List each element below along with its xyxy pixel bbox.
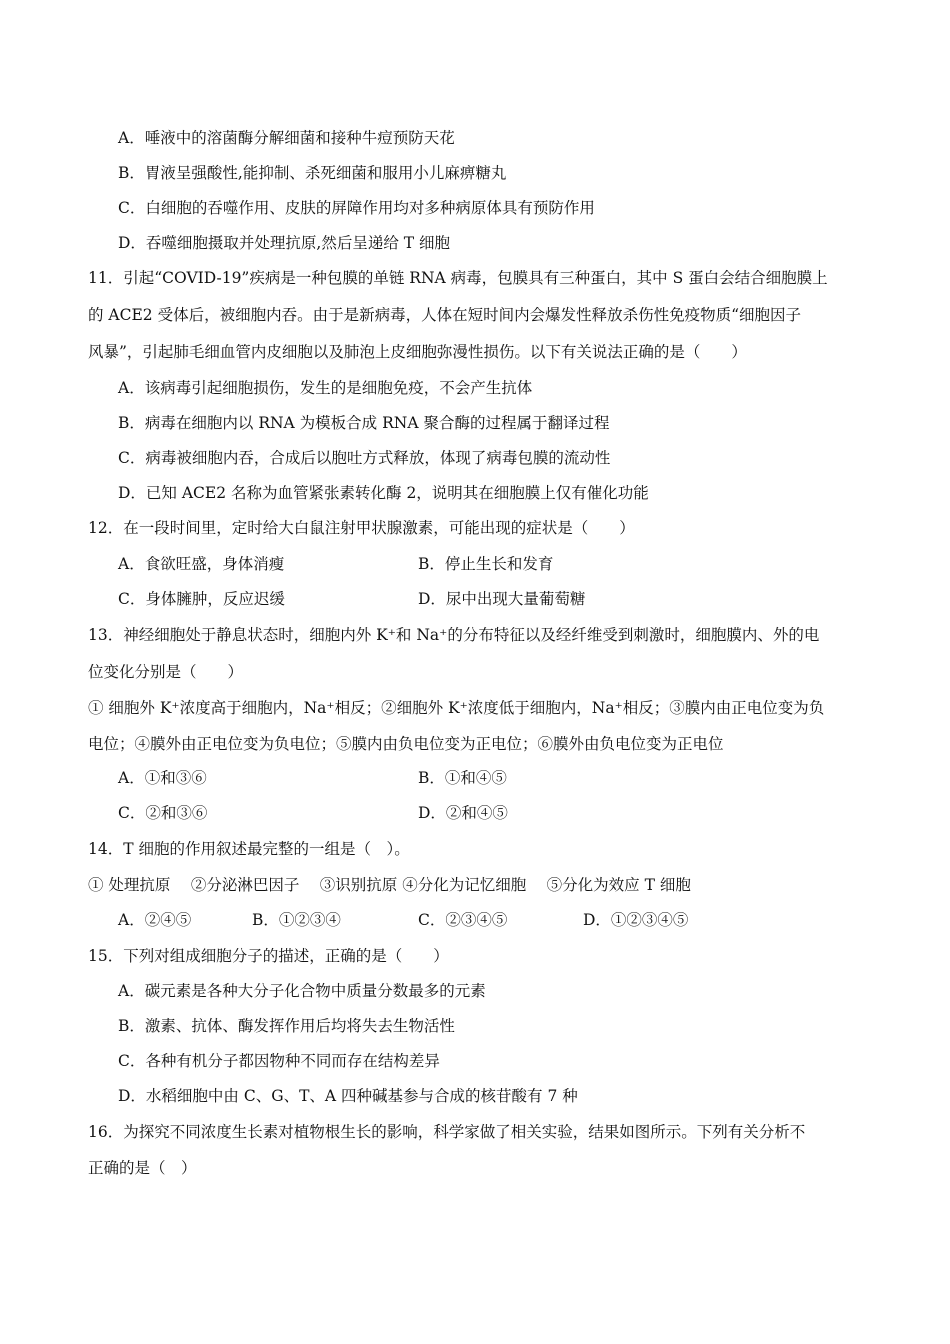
q10-option-a: A．唾液中的溶菌酶分解细菌和接种牛痘预防天花: [118, 129, 455, 147]
q13-stem-line-2: 位变化分别是（ ）: [88, 663, 244, 681]
q16-stem-line-1: 16．为探究不同浓度生长素对植物根生长的影响，科学家做了相关实验，结果如图所示。下列有关分析不: [88, 1123, 806, 1141]
q13-statements-line-1: ① 细胞外 K⁺浓度高于细胞内，Na⁺相反；②细胞外 K⁺浓度低于细胞内，Na⁺相反；③膜内由正电位变为负: [88, 699, 825, 717]
q11-stem-line-2: 的 ACE2 受体后，被细胞内吞。由于是新病毒，人体在短时间内会爆发性释放杀伤性免疫物质“细胞因子: [88, 306, 802, 324]
q13-option-c: C．②和③⑥: [118, 804, 208, 822]
q12-option-a: A．食欲旺盛，身体消瘦: [118, 555, 285, 573]
q16-stem-line-2: 正确的是（ ）: [88, 1159, 197, 1177]
q13-option-b: B．①和④⑤: [418, 769, 507, 787]
q12-option-c: C．身体臃肿，反应迟缓: [118, 590, 285, 608]
q11-option-d: D．已知 ACE2 名称为血管紧张素转化酶 2，说明其在细胞膜上仅有催化功能: [118, 484, 649, 502]
q14-option-b: B．①②③④: [252, 911, 341, 929]
q12-option-d: D．尿中出现大量葡萄糖: [418, 590, 586, 608]
q11-stem-line-1: 11．引起“COVID-19”疾病是一种包膜的单链 RNA 病毒，包膜具有三种蛋白，其中 S 蛋白会结合细胞膜上: [88, 269, 828, 287]
q14-statements: ① 处理抗原 ②分泌淋巴因子 ③识别抗原 ④分化为记忆细胞 ⑤分化为效应 T 细胞: [88, 876, 691, 894]
q11-option-b: B．病毒在细胞内以 RNA 为模板合成 RNA 聚合酶的过程属于翻译过程: [118, 414, 610, 432]
q15-option-c: C．各种有机分子都因物种不同而存在结构差异: [118, 1052, 440, 1070]
q14-option-a: A．②④⑤: [118, 911, 192, 929]
q11-option-a: A．该病毒引起细胞损伤，发生的是细胞免疫，不会产生抗体: [118, 379, 533, 397]
q14-stem: 14．T 细胞的作用叙述最完整的一组是（ ）。: [88, 840, 410, 858]
q15-option-b: B．激素、抗体、酶发挥作用后均将失去生物活性: [118, 1017, 455, 1035]
q10-option-d: D．吞噬细胞摄取并处理抗原,然后呈递给 T 细胞: [118, 234, 451, 252]
q15-option-a: A．碳元素是各种大分子化合物中质量分数最多的元素: [118, 982, 486, 1000]
q10-option-b: B．胃液呈强酸性,能抑制、杀死细菌和服用小儿麻痹糖丸: [118, 164, 507, 182]
q13-option-d: D．②和④⑤: [418, 804, 508, 822]
q13-stem-line-1: 13．神经细胞处于静息状态时，细胞内外 K⁺和 Na⁺的分布特征以及经纤维受到刺激时，细胞膜内、外的电: [88, 626, 820, 644]
q15-stem: 15．下列对组成细胞分子的描述，正确的是（ ）: [88, 947, 449, 965]
q12-option-b: B．停止生长和发育: [418, 555, 554, 573]
q12-stem: 12．在一段时间里，定时给大白鼠注射甲状腺激素，可能出现的症状是（ ）: [88, 519, 635, 537]
q10-option-c: C．白细胞的吞噬作用、皮肤的屏障作用均对多种病原体具有预防作用: [118, 199, 595, 217]
q13-option-a: A．①和③⑥: [118, 769, 207, 787]
q13-statements-line-2: 电位；④膜外由正电位变为负电位；⑤膜内由负电位变为正电位；⑥膜外由负电位变为正电位: [88, 735, 724, 753]
q15-option-d: D．水稻细胞中由 C、G、T、A 四种碱基参与合成的核苷酸有 7 种: [118, 1087, 578, 1105]
q11-stem-line-3: 风暴”，引起肺毛细血管内皮细胞以及肺泡上皮细胞弥漫性损伤。以下有关说法正确的是（ ）: [88, 343, 747, 361]
q11-option-c: C．病毒被细胞内吞，合成后以胞吐方式释放，体现了病毒包膜的流动性: [118, 449, 611, 467]
q14-option-d: D．①②③④⑤: [583, 911, 689, 929]
q14-option-c: C．②③④⑤: [418, 911, 508, 929]
